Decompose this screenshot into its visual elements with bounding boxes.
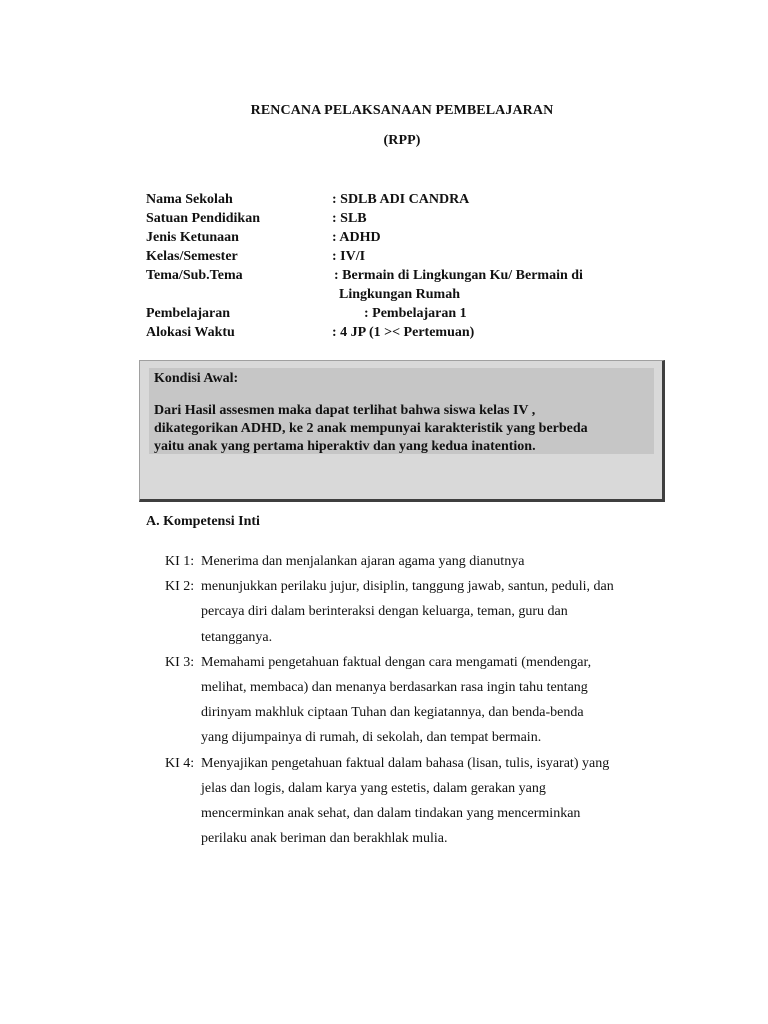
core-competency-item-ki3 <box>165 650 665 751</box>
core-competency-line: dirinyam makhluk ciptaan Tuhan dan kegiatannya, dan benda-benda <box>201 705 584 721</box>
core-competency-line: percaya diri dalam berinteraksi dengan keluarga, teman, guru dan <box>201 604 568 620</box>
identity-value: : SDLB ADI CANDRA <box>332 192 470 207</box>
identity-value-continuation: Lingkungan Rumah <box>339 287 461 302</box>
core-competency-item-ki2 <box>165 574 665 650</box>
core-competency-line: Menerima dan menjalankan ajaran agama yang dianutnya <box>201 554 525 569</box>
core-competency-item-ki1 <box>165 549 665 574</box>
initial-condition-heading: Kondisi Awal: <box>154 371 239 386</box>
identity-label: Tema/Sub.Tema <box>146 268 243 283</box>
identity-label: Kelas/Semester <box>146 249 238 264</box>
core-competency-label: KI 2: <box>165 579 195 595</box>
core-competency-line: mencerminkan anak sehat, dan dalam tindakan yang mencerminkan <box>201 805 581 821</box>
core-competency-line: Memahami pengetahuan faktual dengan cara mengamati (mendengar, <box>201 654 592 670</box>
identity-label: Alokasi Waktu <box>146 325 235 340</box>
core-competency-item-ki4 <box>165 751 665 852</box>
core-competency-line: perilaku anak beriman dan berakhlak mulia. <box>201 831 448 847</box>
initial-condition-line: Dari Hasil assesmen maka dapat terlihat bahwa siswa kelas IV , <box>154 403 536 418</box>
core-competency-line: melihat, membaca) dan menanya berdasarkan rasa ingin tahu tentang <box>201 679 588 695</box>
identity-value: : SLB <box>332 211 367 226</box>
core-competency-line: tetangganya. <box>201 629 273 645</box>
identity-label: Pembelajaran <box>146 306 230 321</box>
section-heading-kompetensi-inti: A. Kompetensi Inti <box>146 514 260 529</box>
identity-label: Satuan Pendidikan <box>146 211 260 226</box>
identity-value: : Pembelajaran 1 <box>364 306 467 321</box>
core-competency-list <box>165 549 665 851</box>
document-title: RENCANA PELAKSANAAN PEMBELAJARAN <box>250 103 554 118</box>
initial-condition-line: dikategorikan ADHD, ke 2 anak mempunyai karakteristik yang berbeda <box>154 421 588 436</box>
identity-value: : ADHD <box>332 230 381 245</box>
identity-label: Jenis Ketunaan <box>146 230 239 245</box>
core-competency-line: menunjukkan perilaku jujur, disiplin, tanggung jawab, santun, peduli, dan <box>201 579 614 595</box>
identity-label: Nama Sekolah <box>146 192 233 207</box>
core-competency-line: yang dijumpainya di rumah, di sekolah, dan tempat bermain. <box>201 730 542 746</box>
core-competency-label: KI 3: <box>165 654 195 670</box>
initial-condition-text <box>154 402 654 456</box>
initial-condition-box <box>139 360 665 502</box>
core-competency-label: KI 4: <box>165 755 195 771</box>
identity-value: : Bermain di Lingkungan Ku/ Bermain di <box>334 268 583 283</box>
initial-condition-line: yaitu anak yang pertama hiperaktiv dan yang kedua inatention. <box>154 439 536 454</box>
initial-condition-panel <box>149 368 654 454</box>
identity-value: : 4 JP (1 >< Pertemuan) <box>332 325 475 340</box>
document-subtitle: (RPP) <box>383 133 421 148</box>
core-competency-line: jelas dan logis, dalam karya yang estetis, dalam gerakan yang <box>201 780 546 796</box>
core-competency-line: Menyajikan pengetahuan faktual dalam bahasa (lisan, tulis, isyarat) yang <box>201 755 610 771</box>
identity-value: : IV/I <box>332 249 366 264</box>
core-competency-label: KI 1: <box>165 554 195 569</box>
